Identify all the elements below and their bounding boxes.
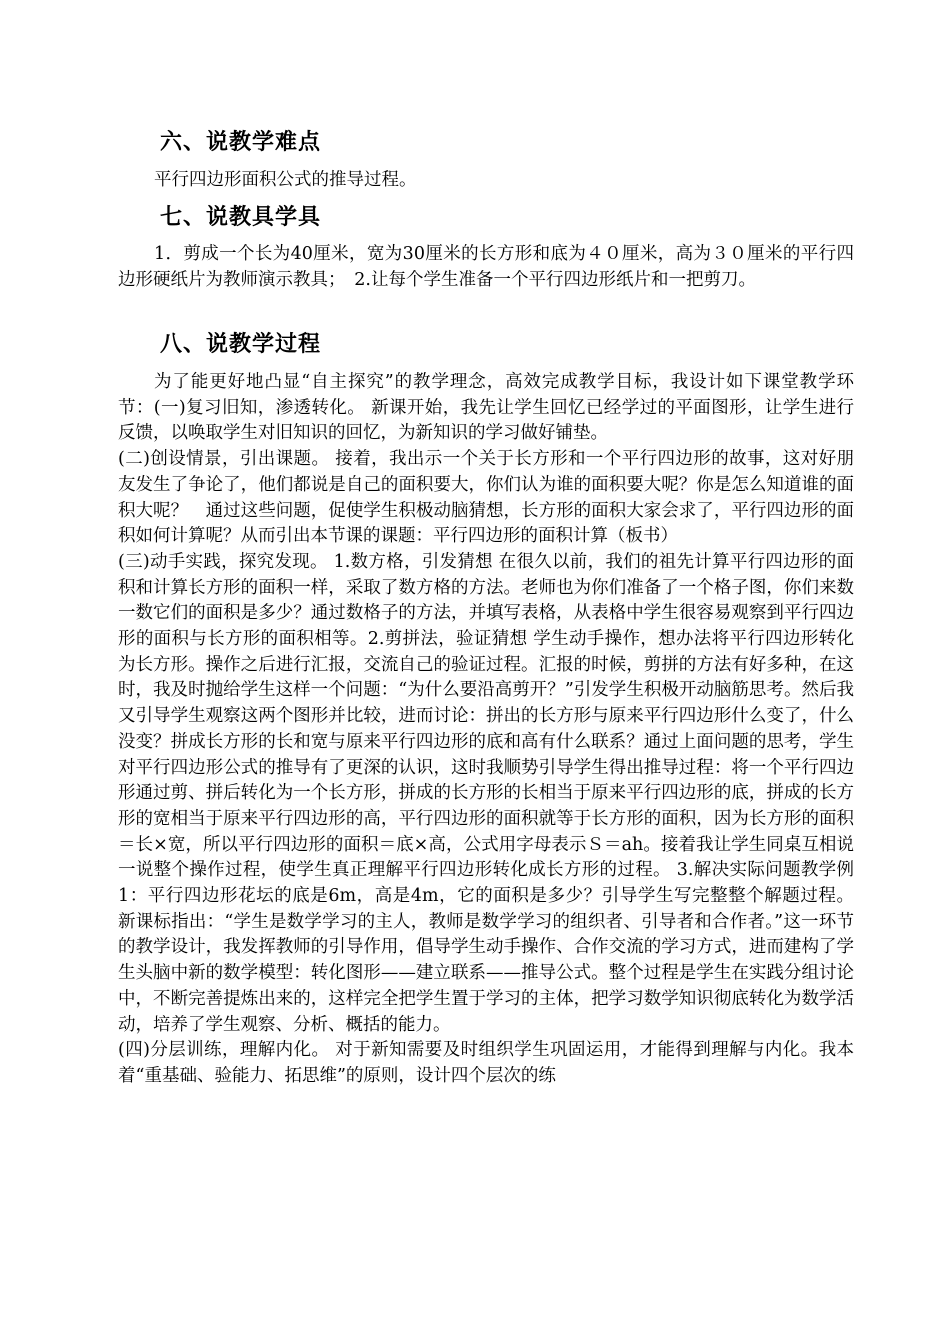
paragraph-create-scenario: (二)创设情景，引出课题。 接着，我出示一个关于长方形和一个平行四边形的故事，这对好朋友发生了争论了，他们都说是自己的面积要大，你们认为谁的面积要大呢？你是怎么知道谁的面积大呢？ 通过这些问题，促使学生积极动脑猜想，长方形的面积大家会求了，平行四边形的面积如何计算呢？从而引出本节课的课题：平行四边形的面积计算（板书） [118, 449, 854, 547]
section-text-teaching-aids: 1．剪成一个长为40厘米，宽为30厘米的长方形和底为４０厘米，高为３０厘米的平行四边形硬纸片为教师演示教具； 2.让每个学生准备一个平行四边形纸片和一把剪刀。 [118, 244, 854, 290]
section-heading-teaching-process: 八、说教学过程 [160, 332, 322, 357]
paragraph-layered-training: (四)分层训练，理解内化。 对于新知需要及时组织学生巩固运用，才能得到理解与内化。我本着“重基础、验能力、拓思维”的原则，设计四个层次的练 [118, 1040, 854, 1086]
section-body-teaching-process [118, 370, 854, 1090]
section-text-teaching-difficulty: 平行四边形面积公式的推导过程。 [154, 170, 417, 190]
paragraph-hands-on-practice: (三)动手实践，探究发现。 1.数方格，引发猜想 在很久以前，我们的祖先计算平行四边形的面积和计算长方形的面积一样，采取了数方格的方法。老师也为你们准备了一个格子图，你们来数一数它们的面积是多少？通过数格子的方法，并填写表格，从表格中学生很容易观察到平行四边形的面积与长方形的面积相等。2.剪拼法，验证猜想 学生动手操作，想办法将平行四边形转化为长方形。操作之后进行汇报，交流自己的验证过程。汇报的时候，剪拼的方法有好多种，在这时，我及时抛给学生这样一个问题：“为什么要沿高剪开？”引发学生积极开动脑筋思考。然后我又引导学生观察这两个图形并比较，进而讨论：拼出的长方形与原来平行四边形什么变了，什么没变？拼成长方形的长和宽与原来平行四边形的底和高有什么联系？通过上面问题的思考，学生对平行四边形公式的推导有了更深的认识，这时我顺势引导学生得出推导过程：将一个平行四边形通过剪、拼后转化为一个长方形，拼成的长方形的长相当于原来平行四边形的底，拼成的长方形的宽相当于原来平行四边形的高，平行四边形的面积就等于长方形的面积，因为长方形的面积＝长×宽，所以平行四边形的面积＝底×高，公式用字母表示Ｓ＝ah。接着我让学生同桌互相说一说整个操作过程，使学生真正理解平行四边形转化成长方形的过程。 3.解决实际问题教学例1：平行四边形花坛的底是6m，高是4m，它的面积是多少？引导学生写完整整个解题过程。 新课标指出：“学生是数学学习的主人，教师是数学学习的组织者、引导者和合作者。”这一环节的教学设计，我发挥教师的引导作用，倡导学生动手操作、合作交流的学习方式，进而建构了学生头脑中新的数学模型：转化图形——建立联系——推导公式。整个过程是学生在实践分组讨论中，不断完善提炼出来的，这样完全把学生置于学习的主体，把学习数学知识彻底转化为数学活动，培养了学生观察、分析、概括的能力。 [118, 551, 854, 1035]
section-heading-teaching-aids: 七、说教具学具 [160, 205, 322, 230]
paragraph-review-old-knowledge: 为了能更好地凸显“自主探究”的教学理念，高效完成教学目标，我设计如下课堂教学环节：(一)复习旧知，渗透转化。 新课开始，我先让学生回忆已经学过的平面图形，让学生进行反馈，以唤取学生对旧知识的回忆，为新知识的学习做好铺垫。 [118, 372, 854, 444]
section-heading-teaching-difficulty: 六、说教学难点 [160, 130, 322, 155]
